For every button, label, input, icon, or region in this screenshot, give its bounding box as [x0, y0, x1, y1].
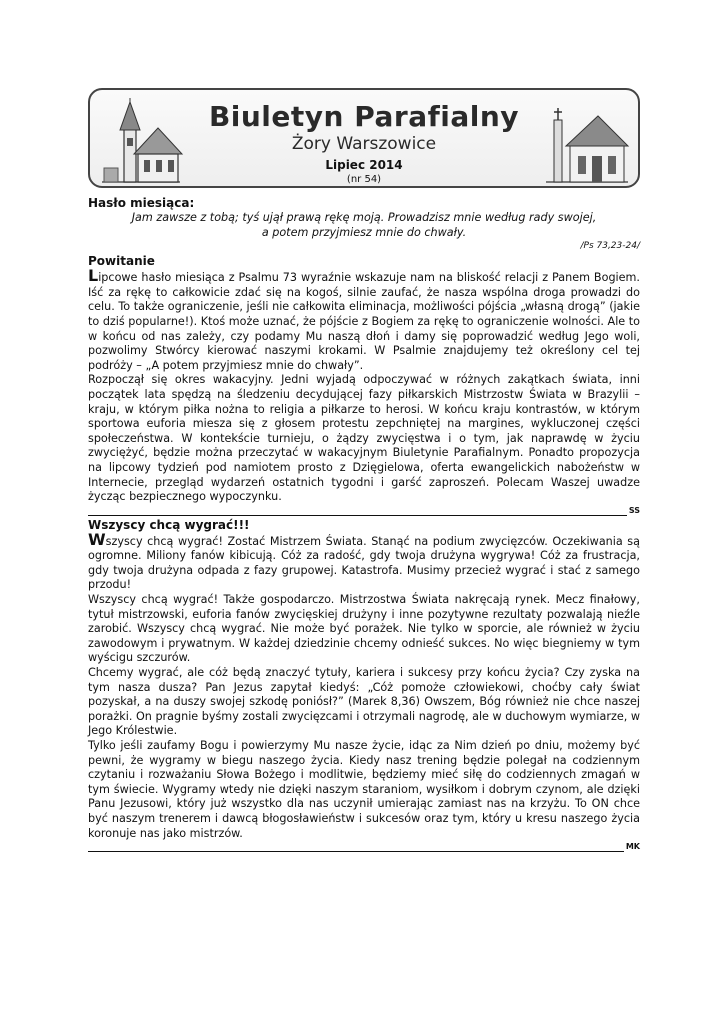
- divider: [88, 507, 627, 516]
- motto-line-1: Jam zawsze z tobą; tyś ujął prawą rękę moją. Prowadzisz mnie według rady swojej,: [131, 211, 597, 224]
- article-1-heading: Powitanie: [88, 254, 155, 269]
- article-2-signature: MK: [625, 842, 640, 852]
- issue-number: (nr 54): [346, 174, 382, 185]
- issue-date: Lipiec 2014: [325, 158, 403, 172]
- article-1-signature: SS: [628, 505, 640, 515]
- newsletter-title: Biuletyn Parafialny: [208, 100, 520, 133]
- motto-line-2: a potem przyjmiesz mnie do chwały.: [261, 225, 467, 239]
- article-2-footer: [88, 842, 640, 852]
- article-1-paragraph-1: Lipcowe hasło miesiąca z Psalmu 73 wyraźnie wskazuje nam na bliskość relacji z Panem Bogiem. Iść za rękę to całkowicie zdać się na kogoś, silnie zaufać, że nasza wspólna droga prowadzi do celu. To także ograniczenie, jeśli nie całkowita eliminacja, możliwości pójścia „własną drogą” (jakie to dziś popularne!). Ktoś może uznać, że pójście z Bogiem za rękę to ograniczenie wolności. Ale to w końcu od nas zależy, czy podamy Mu naszą dłoń i damy się poprowadzić według Jego woli, pozwolimy Stwórcy kierować naszymi krokami. W Psalmie znajdujemy też określony cel tej podróży – „A potem przyjmiesz mnie do chwały”.: [88, 266, 640, 372]
- masthead: [88, 88, 640, 188]
- divider: [88, 843, 624, 852]
- article-2-paragraph-1: Wszyscy chcą wygrać! Zostać Mistrzem Świata. Stanąć na podium zwycięzców. Oczekiwania są ogromne. Miliony fanów kibicują. Cóż za radość, gdy twoja drużyna wygrywa! Cóż za frustracja, gdy twoja drużyna odpada z fazy grupowej. Katastrofa. Musimy przecież wygrać i stać z samego przodu!: [88, 529, 640, 592]
- article-1-paragraph-2: Rozpoczął się okres wakacyjny. Jedni wyjadą odpoczywać w różnych zakątkach świata, inni początek lata spędzą na śledzeniu decydującej fazy piłkarskich Mistrzostw Świata w Brazylii – kraju, w którym piłka nożna to religia a piłkarze to herosi. W końcu kraju kontrastów, w którym sportowa euforia miesza się z głosem protestu zepchniętej na margines, wykluczonej części społeczeństwa. W kontekście turnieju, o żądzy zwycięstwa i o tym, jak naprawdę w życiu zwyciężyć, będzie można przeczytać w wakacyjnym Biuletynie Parafialnym. Ponadto propozycja na lipcowy tydzień pod namiotem prosto z Dzięgielowa, oferta ewangelickich nabożeństw w Internecie, przegląd wydarzeń ostatnich tygodni i garść zaproszeń. Polecam Waszej uwadze życząc bezpiecznego wypoczynku.: [88, 373, 640, 504]
- newsletter-subtitle: Żory Warszowice: [291, 134, 437, 154]
- article-1-footer: [88, 506, 640, 516]
- article-2-paragraph-4: Tylko jeśli zaufamy Bogu i powierzymy Mu nasze życie, idąc za Nim dzień po dniu, możemy być pewni, że wygramy w biegu naszego życia. Kiedy nasz trening będzie polegał na codziennym czytaniu i rozważaniu Słowa Bożego i modlitwie, będziemy mieć siłę do codziennych zmagań w tym świecie. Wygramy wtedy nie dzięki naszym staraniom, wysiłkom i dobrym czynom, ale dzięki Panu Jezusowi, który już wszystko dla nas uczynił umierając zamiast nas na krzyżu. To ON chce być naszym trenerem i dawcą błogosławieństw i sukcesów oraz tym, który u kresu naszego życia koronuje nas jako mistrzów.: [88, 739, 640, 840]
- content: [88, 196, 640, 854]
- motto-heading: Hasło miesiąca:: [88, 196, 195, 210]
- article-2-paragraph-3: Chcemy wygrać, ale cóż będą znaczyć tytuły, kariera i sukcesy przy końcu życia? Czy zyska na tym nasza dusza? Pan Jezus zapytał kiedyś: „Cóż pomoże człowiekowi, choćby cały świat pozyskał, a na duszy swojej szkodę poniósł?” (Marek 8,36) Owszem, Bóg również nie chce naszej porażki. On pragnie byśmy zostali zwycięzcami i otrzymali nagrodę, ale w duchowym wymiarze, w Jego Królestwie.: [88, 666, 640, 738]
- article-2-paragraph-2: Wszyscy chcą wygrać! Także gospodarczo. Mistrzostwa Świata nakręcają rynek. Mecz finałowy, tytuł mistrzowski, euforia fanów zwycięskiej drużyny i inne pozytywne rezultaty pozwalają nieźle zarobić. Wszyscy chcą wygrać. Nie może być porażek. Nie tylko w sporcie, ale również w życiu zawodowym i prywatnym. W każdej dziedzinie chcemy odnieść sukces. No więc biegniemy w tym wyścigu szczurów.: [88, 593, 640, 665]
- motto-source: /Ps 73,23-24/: [580, 241, 640, 252]
- page: [88, 88, 640, 852]
- article-2-heading: Wszyscy chcą wygrać!!!: [88, 517, 250, 532]
